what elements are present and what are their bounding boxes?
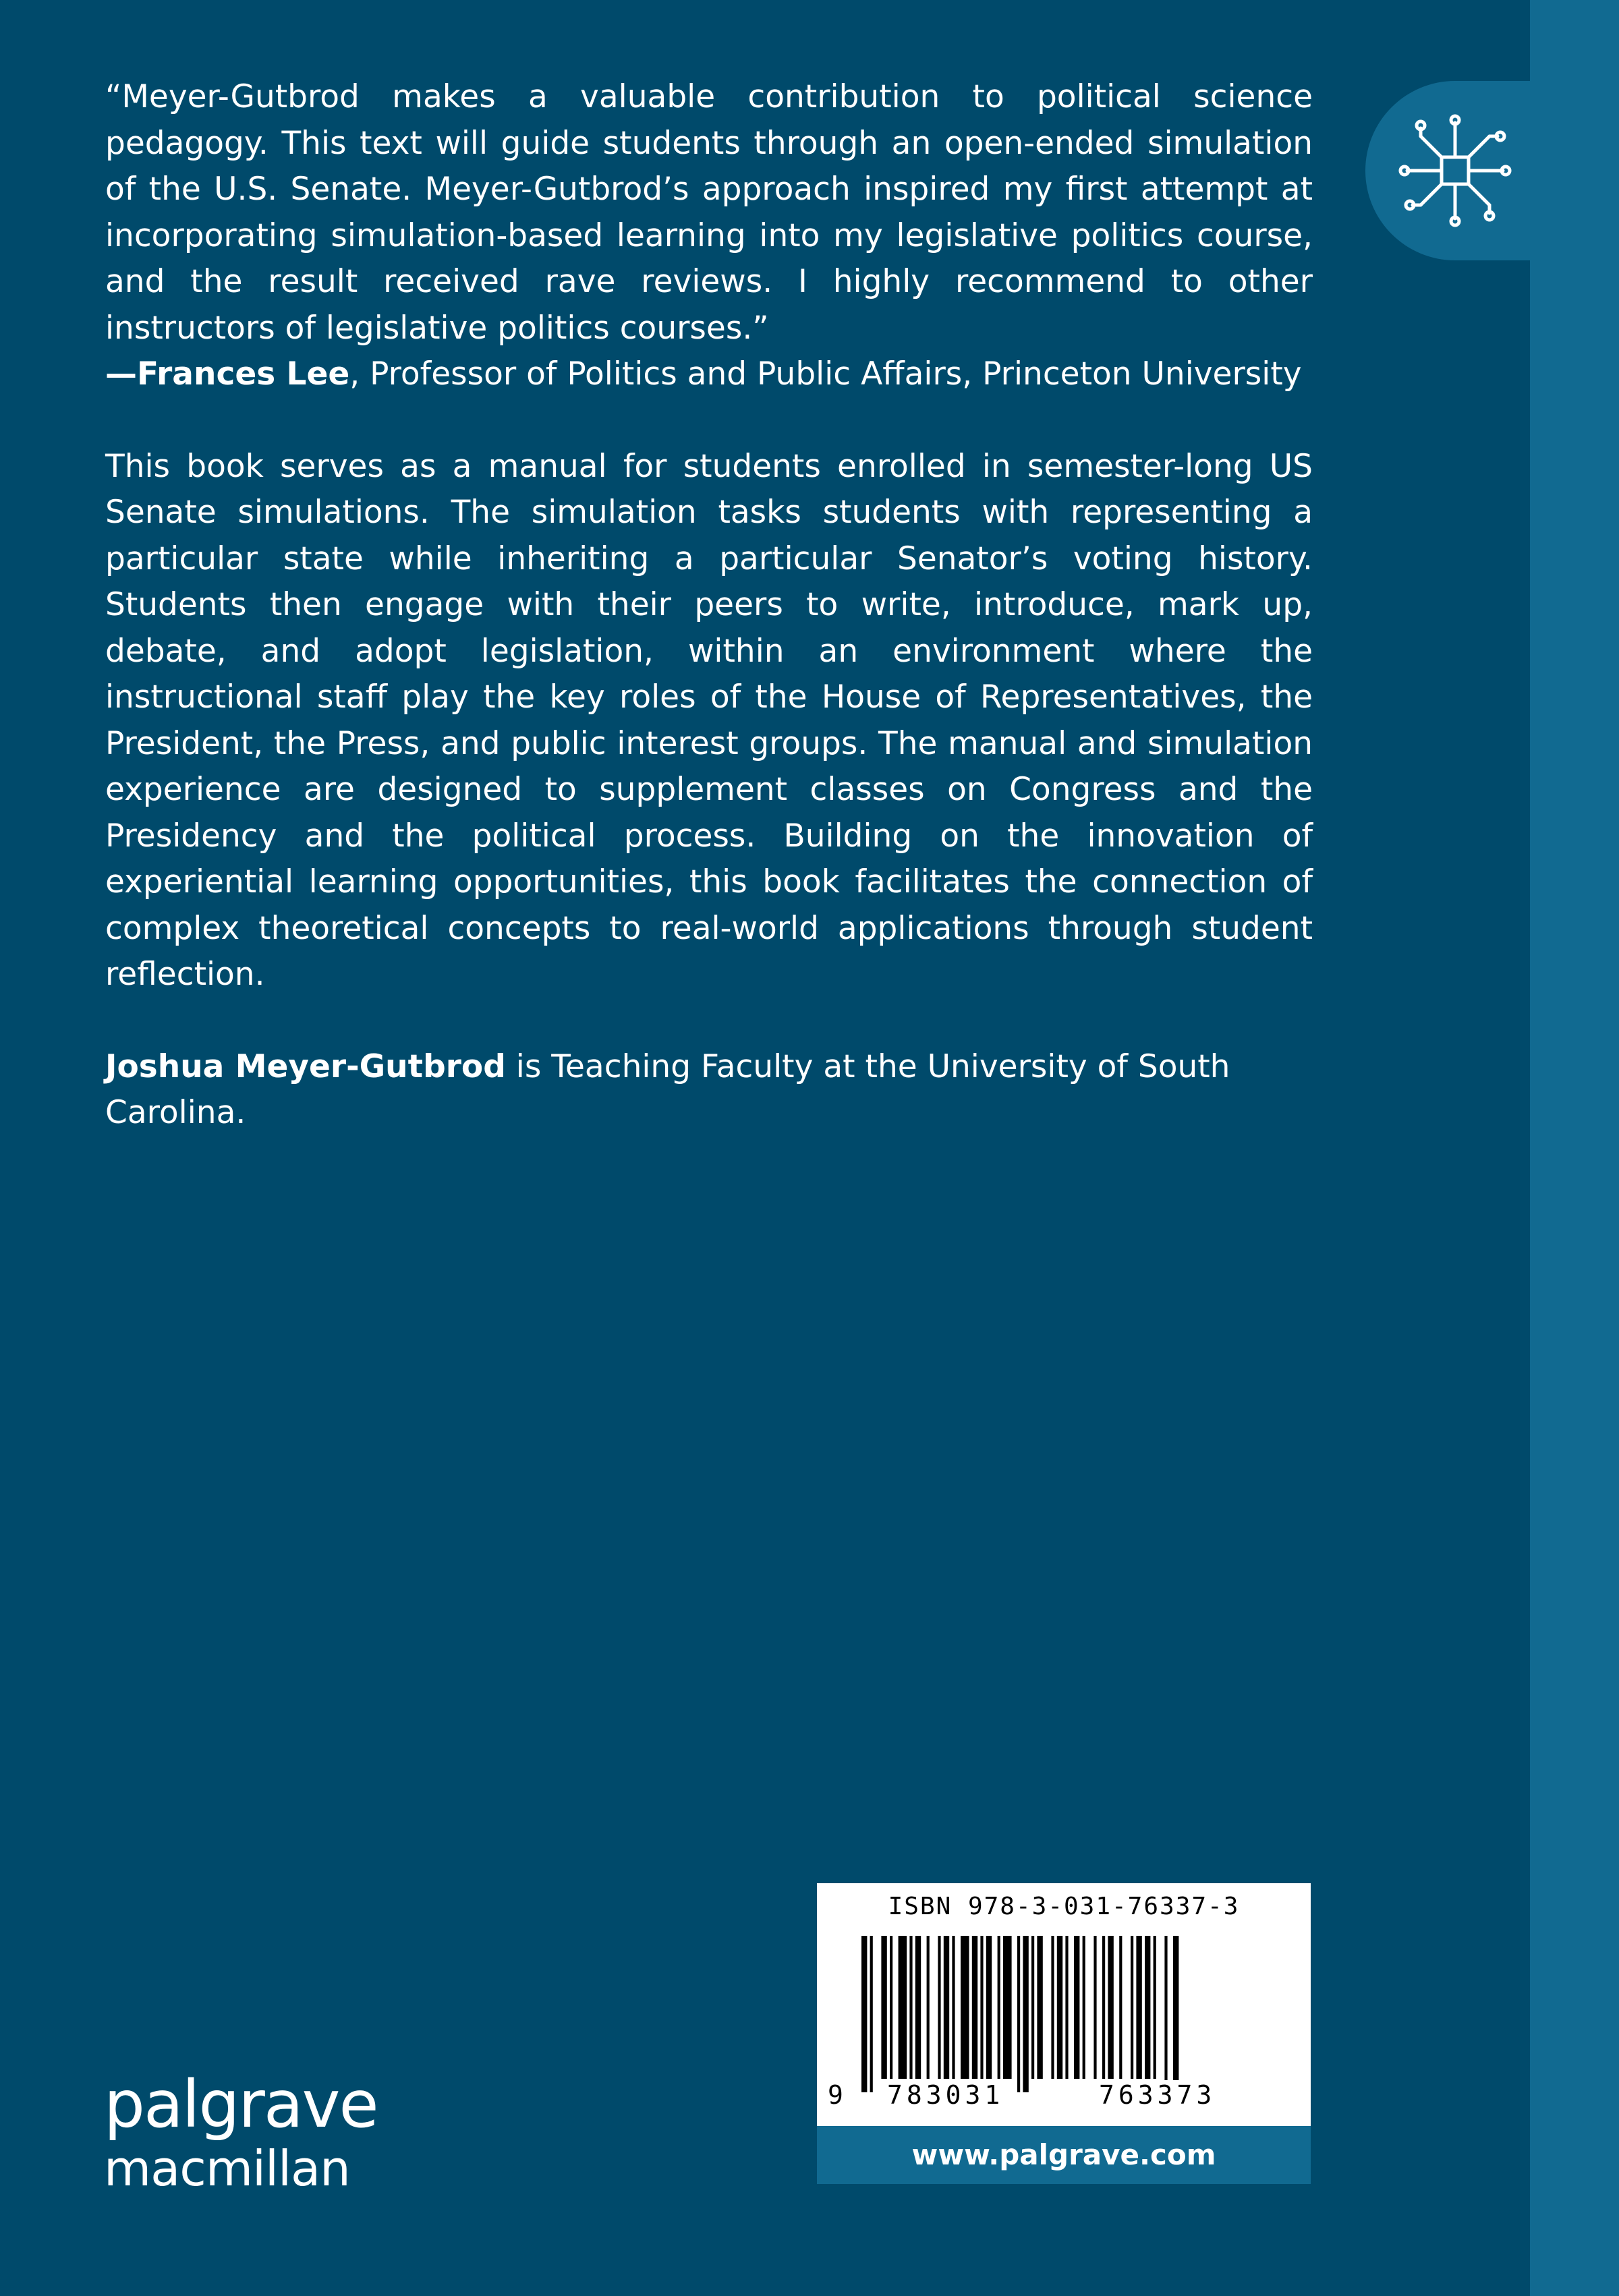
barcode-digits-left: 783031 [884, 2080, 1006, 2110]
barcode-bar [961, 1936, 969, 2079]
barcode-bar [980, 1936, 983, 2079]
author-bio-text: is Teaching Faculty at the University of South Carolina. [105, 1047, 1230, 1131]
barcode-bar [1145, 1936, 1150, 2079]
barcode-bar [1119, 1936, 1122, 2079]
barcode-bar [881, 1936, 886, 2079]
barcode-bar [998, 1936, 1000, 2079]
author-bio [105, 1044, 1313, 1137]
barcode-bar [1057, 1936, 1062, 2079]
barcode-bar [1074, 1936, 1079, 2079]
barcode-digits-right: 763373 [1096, 2080, 1218, 2110]
barcode-bar [1051, 1936, 1054, 2079]
barcode-bar [1003, 1936, 1012, 2079]
publisher-line1: palgrave [104, 2067, 378, 2142]
spine-strip [1530, 0, 1619, 2296]
barcode-bar [861, 1936, 867, 2092]
barcode-bar [972, 1936, 977, 2079]
isbn-label: ISBN 978-3-031-76337-3 [888, 1893, 1240, 1920]
barcode-bar [1102, 1936, 1105, 2079]
barcode-digit-first: 9 [828, 2080, 847, 2110]
barcode-bar [1023, 1936, 1028, 2092]
barcode-bar [1031, 1936, 1034, 2079]
barcode-bar [944, 1936, 949, 2079]
barcode-bar [1154, 1936, 1156, 2079]
barcode-bar [952, 1936, 955, 2079]
quote-author: Frances Lee [137, 355, 350, 393]
barcode-bar [1131, 1936, 1133, 2079]
attribution-dash: — [105, 355, 137, 393]
barcode-bar [927, 1936, 930, 2079]
author-name: Joshua Meyer-Gutbrod [105, 1047, 506, 1085]
back-cover-text [105, 74, 1313, 1137]
barcode-bar [1164, 1936, 1167, 2092]
barcode-bar [1083, 1936, 1085, 2079]
barcode-bar [986, 1936, 992, 2079]
book-description: This book serves as a manual for students enrolled in semester-long US Senate simulations. The simulation tasks students with representing a particular state while inheriting a particular Senator’s voting history. Students then engage with their peers to write, introduce, mark up, debate, and adopt legislation, within an environment where the instructional staff play the key roles of the House of Representatives, the President, the Press, and public interest groups. The manual and simulation experience are designed to supplement classes on Congress and the Presidency and the political process. Building on the innovation of experiential learning opportunities, this book facilitates the connection of complex theoretical concepts to real-world applications through student reflection. [105, 447, 1313, 993]
isbn-barcode [817, 1883, 1311, 2126]
barcode-bar [1065, 1936, 1068, 2079]
publisher-wordmark [104, 2067, 378, 2199]
endorsement-quote: “Meyer-Gutbrod makes a valuable contribution to political science pedagogy. This text will guide students through an open-ended simulation of the U.S. Senate. Meyer-Gutbrod’s approach inspired my first attempt at incorporating simulation-based learning into my legislative politics course, and the result received rave reviews. I highly recommend to other instructors of legislative politics courses.” [105, 78, 1313, 347]
quote-affiliation: , Professor of Politics and Public Affairs, Princeton University [349, 355, 1302, 393]
quote-attribution [105, 351, 1313, 398]
barcode-bar [1017, 1936, 1020, 2092]
barcode-bar [890, 1936, 892, 2079]
barcode-bar [909, 1936, 912, 2079]
barcode-bar [1093, 1936, 1096, 2079]
publisher-website[interactable]: www.palgrave.com [817, 2126, 1311, 2184]
barcode-bar [870, 1936, 873, 2092]
publisher-logo-tab [1365, 81, 1530, 260]
publisher-line2: macmillan [104, 2140, 350, 2197]
barcode-bar [938, 1936, 940, 2079]
barcode-bar [1136, 1936, 1141, 2079]
barcode-bar [1108, 1936, 1113, 2079]
barcode-bar [899, 1936, 907, 2079]
barcode-bar [1037, 1936, 1042, 2079]
barcode-bar [1173, 1936, 1178, 2092]
barcode-bars [861, 1936, 1266, 2092]
barcode-bar [915, 1936, 921, 2079]
palgrave-network-icon [1392, 108, 1518, 233]
